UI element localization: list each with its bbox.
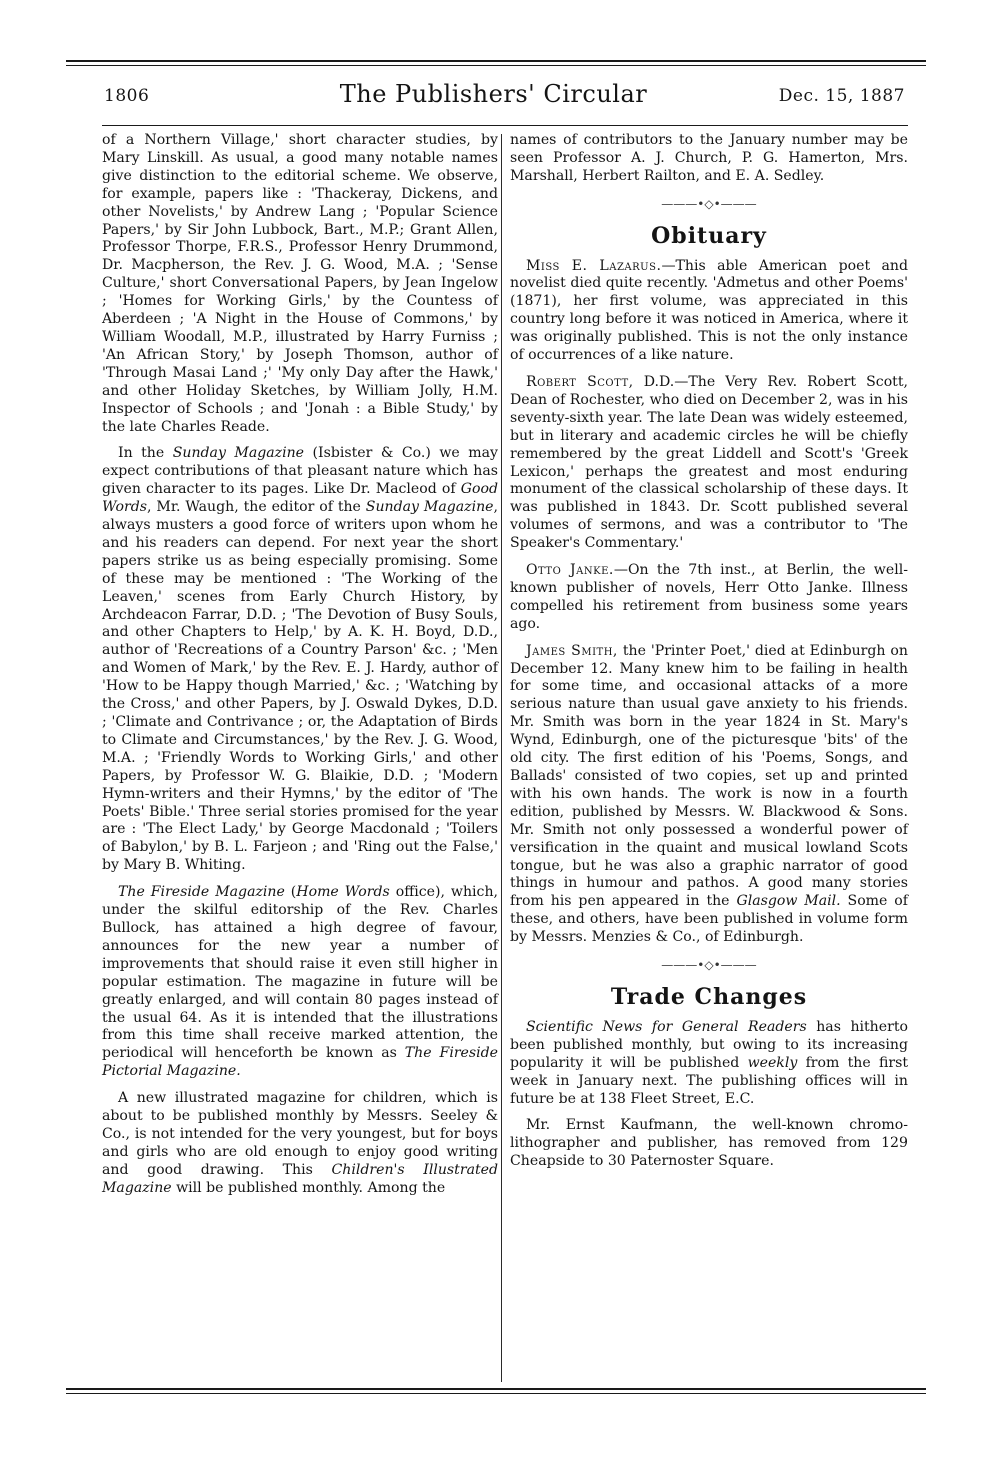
bottom-rule-thin — [66, 1393, 926, 1394]
obituary-entry: James Smith, the 'Printer Poet,' died at Edinburgh on December 12. Many knew him to be failing in health for some time, and occasional attacks of a more serious nature than usual gave anxiety to his friends. Mr. Smith was born in the year 1824 in St. Mary's Wynd, Edinburgh, one of the picturesque 'bits' of the old city. The first edition of his 'Poems, Songs, and Ballads' consisted of two copies, set up and printed with his own hands. The work is now in a fourth edition, published by Messrs. W. Blackwood & Sons. Mr. Smith not only possessed a wonderful power of versification in the quaint and musical lowland Scots tongue, but he was also a graphic narrator of good things in humour and pathos. A good many stories from his pen appeared in the Glasgow Mail. Some of these, and others, have been published in volume form by Messrs. Menzies & Co., of Edinburgh. — [510, 642, 908, 946]
top-rule — [66, 60, 926, 62]
top-rule-thin — [66, 65, 926, 66]
trade-changes-heading: Trade Changes — [610, 983, 808, 1010]
obituary-entry: Miss E. Lazarus.—This able American poet and novelist died quite recently. 'Admetus and other Poems' (1871), her first volume, was appreciated in this country long before it was noticed in America, where it was originally published. This is not the only instance of occurrences of a like nature. — [510, 257, 908, 364]
section-divider-ornament: ———•◇•——— — [661, 196, 757, 211]
header-rule — [102, 125, 908, 126]
publication-title: The Publishers' Circular — [339, 80, 648, 108]
issue-date: Dec. 15, 1887 — [778, 86, 905, 106]
obituary-entry: Otto Janke.—On the 7th inst., at Berlin, the well-known publisher of novels, Herr Otto Janke. Illness compelled his retirement from business some years ago. — [510, 562, 908, 632]
article-paragraph: In the Sunday Magazine (Isbister & Co.) we may expect contributions of that pleasant nature which has given character to its pages. Like Dr. Macleod of Good Words, Mr. Waugh, the editor of the Sunday Magazine, always musters a good force of writers upon whom he and his readers can depend. For next year the short papers strike us as being especially promising. Some of these may be mentioned : 'The Working of the Leaven,' scenes from Early Church History, by Archdeacon Farrar, D.D. ; 'The Devotion of Busy Souls, and other Chapters to Help,' by A. K. H. Boyd, D.D., author of 'Recreations of a Country Parson' &c. ; 'Men and Women of Mark,' by the Rev. E. J. Hardy, author of 'How to be Happy though Married,' &c. ; 'Watching by the Cross,' and other Papers, by J. Oswald Dykes, D.D. ; 'Climate and Contrivance ; or, the Adaptation of Birds to Climate and Circumstances,' by the Rev. J. G. Wood, M.A. ; 'Friendly Words to Working Girls,' and other Papers, by Professor W. G. Blaikie, D.D. ; 'Modern Hymn-writers and their Hymns,' by the editor of 'The Poets' Bible.' Three serial stories promised for the year are : 'The Elect Lady,' by George Macdonald ; 'Toilers of Babylon,' by B. L. Farjeon ; and 'Ring out the False,' by Mary B. Whiting. — [102, 445, 498, 874]
section-divider-ornament: ———•◇•——— — [661, 958, 757, 973]
page-number: 1806 — [104, 86, 150, 106]
obituary-heading: Obituary — [651, 222, 767, 249]
column-divider — [501, 134, 502, 1382]
obituary-entry: Robert Scott, D.D.—The Very Rev. Robert Scott, Dean of Rochester, who died on December 2, was in his seventy-sixth year. The late Dean was widely esteemed, but in literary and academic circles he will be chiefly remembered by the great Liddell and Scott's 'Greek Lexicon,' perhaps the greatest and most enduring monument of the classical scholarship of these days. It was published in 1843. Dr. Scott published several volumes of sermons, and was a contributor to 'The Speaker's Commentary.' — [510, 373, 908, 552]
right-column — [510, 132, 908, 1180]
trade-change-entry: Scientific News for General Readers has hitherto been published monthly, but owing to its increasing popularity it will be published weekly from the first week in January next. The publishing offices will in future be at 138 Fleet Street, E.C. — [510, 1018, 908, 1107]
article-paragraph: A new illustrated magazine for children, which is about to be published monthly by Messrs. Seeley & Co., is not intended for the very youngest, but for boys and girls who are old enough to enjoy good writing and good drawing. This Children's Illustrated Magazine will be published monthly. Among the — [102, 1090, 498, 1196]
bottom-rule — [66, 1388, 926, 1390]
article-paragraph: of a Northern Village,' short character studies, by Mary Linskill. As usual, a good many notable names give distinction to the editorial scheme. We observe, for example, papers like : 'Thackeray, Dickens, and other Novelists,' by Andrew Lang ; 'Popular Science Papers,' by Sir John Lubbock, Bart., M.P.; Grant Allen, Professor Thorpe, F.R.S., Professor Henry Drummond, Dr. Macpherson, the Rev. J. G. Wood, M.A. ; 'Sense Culture,' short Conversational Papers, by Jean Ingelow ; 'Homes for Working Girls,' by the Countess of Aberdeen ; 'A Night in the House of Commons,' by William Woodall, M.P., illustrated by Harry Furniss ; 'An African Story,' by Joseph Thomson, author of 'Through Masai Land ;' 'My only Day after the Hawk,' and other Holiday Sketches, by William Jolly, H.M. Inspector of Schools ; and 'Jonah : a Bible Study,' by the late Charles Reade. — [102, 132, 498, 435]
trade-change-entry: Mr. Ernst Kaufmann, the well-known chromo-lithographer and publisher, has removed from 129 Cheapside to 30 Paternoster Square. — [510, 1117, 908, 1170]
left-column — [102, 132, 498, 1207]
article-paragraph: names of contributors to the January number may be seen Professor A. J. Church, P. G. Hamerton, Mrs. Marshall, Herbert Railton, and E. A. Sedley. — [510, 132, 908, 184]
article-paragraph: The Fireside Magazine (Home Words office), which, under the skilful editorship of the Rev. Charles Bullock, has attained a high degree of favour, announces for the new year a number of improvements that should raise it even still higher in popular estimation. The magazine in future will be greatly enlarged, and will contain 80 pages instead of the usual 64. As it is intended that the illustrations from this time shall receive marked attention, the periodical will henceforth be known as The Fireside Pictorial Magazine. — [102, 884, 499, 1080]
